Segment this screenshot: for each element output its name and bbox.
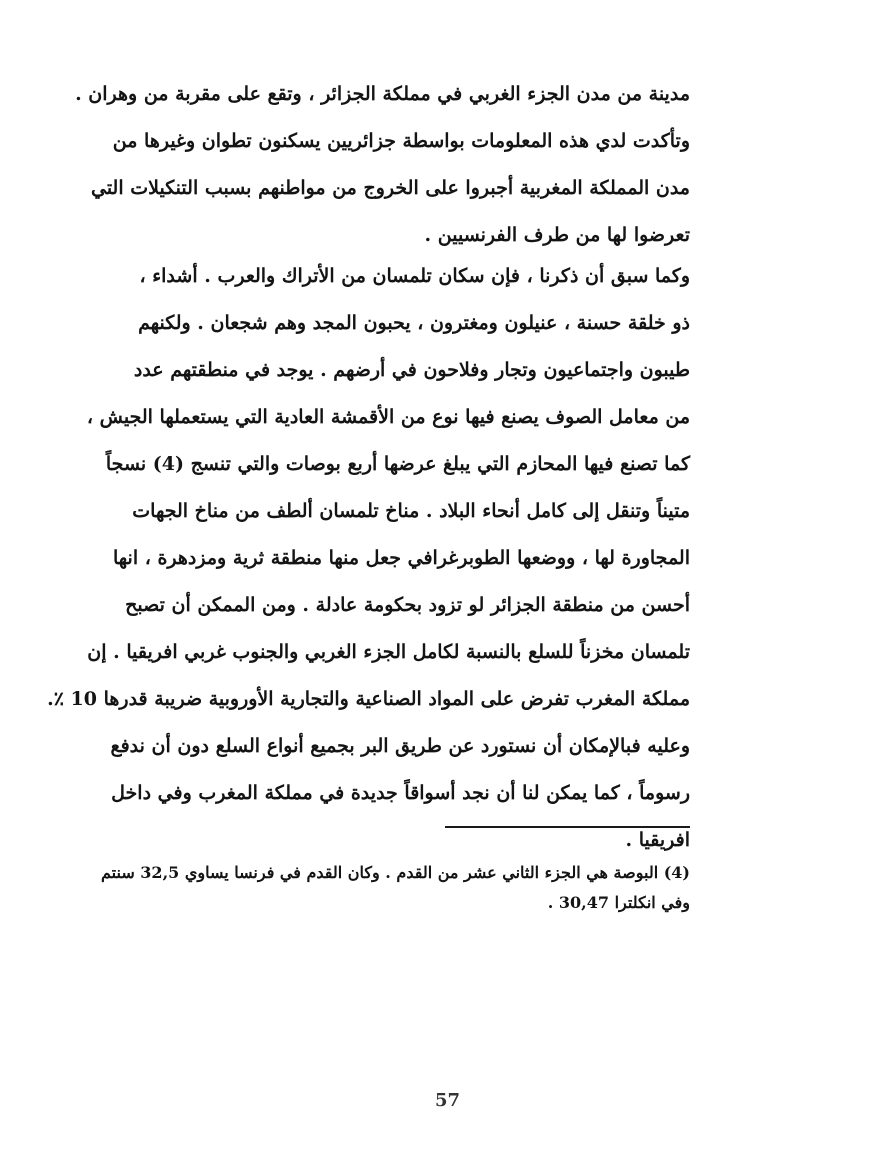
paragraph-2 — [47, 253, 690, 864]
text-line: مملكة المغرب تفرض على المواد الصناعية والتجارية الأوروبية ضريبة قدرها 10 ٪. — [47, 688, 690, 710]
footnote-divider — [445, 826, 690, 828]
text-line: تلمسان مخزناً للسلع بالنسبة لكامل الجزء الغربي والجنوب غربي افريقيا . إن — [87, 641, 690, 663]
footnote — [70, 858, 690, 918]
text-line: رسوماً ، كما يمكن لنا أن نجد أسواقاً جديدة في مملكة المغرب وفي داخل — [111, 782, 690, 804]
text-line: من معامل الصوف يصنع فيها نوع من الأقمشة العادية التي يستعملها الجيش ، — [86, 406, 690, 428]
text-line: وكما سبق أن ذكرنا ، فإن سكان تلمسان من الأتراك والعرب . أشداء ، — [139, 265, 690, 287]
text-line: وتأكدت لدي هذه المعلومات بواسطة جزائريين يسكنون تطوان وغيرها من — [112, 130, 690, 152]
footnote-line: (4) البوصة هي الجزء الثاني عشر من القدم . وكان القدم في فرنسا يساوي 32,5 سنتم — [101, 863, 690, 882]
page-number: 57 — [434, 1090, 461, 1111]
text-line: أحسن من منطقة الجزائر لو تزود بحكومة عادلة . ومن الممكن أن تصبح — [125, 594, 690, 616]
text-line: مدينة من مدن الجزء الغربي في مملكة الجزائر ، وتقع على مقربة من وهران . — [75, 83, 690, 105]
text-line: ذو خلقة حسنة ، عنيلون ومغترون ، يحبون المجد وهم شجعان . ولكنهم — [138, 312, 690, 334]
text-line: المجاورة لها ، ووضعها الطوبرغرافي جعل منها منطقة ثرية ومزدهرة ، انها — [113, 547, 690, 569]
text-line: مدن المملكة المغربية أجبروا على الخروج من مواطنهم بسبب التنكيلات التي — [90, 177, 690, 199]
footnote-line: وفي انكلترا 30,47 . — [547, 893, 690, 912]
text-line: طيبون واجتماعيون وتجار وفلاحون في أرضهم . يوجد في منطقتهم عدد — [133, 359, 690, 381]
paragraph-1 — [70, 71, 690, 259]
text-line: كما تصنع فيها المحازم التي يبلغ عرضها أربع بوصات والتي تنسج (4) نسجاً — [105, 453, 690, 475]
text-line: متيناً وتنقل إلى كامل أنحاء البلاد . مناخ تلمسان ألطف من مناخ الجهات — [132, 500, 690, 522]
text-line: تعرضوا لها من طرف الفرنسيين . — [424, 224, 690, 246]
text-line: افريقيا . — [625, 829, 690, 851]
text-line: وعليه فبالإمكان أن نستورد عن طريق البر بجميع أنواع السلع دون أن ندفع — [110, 735, 690, 757]
